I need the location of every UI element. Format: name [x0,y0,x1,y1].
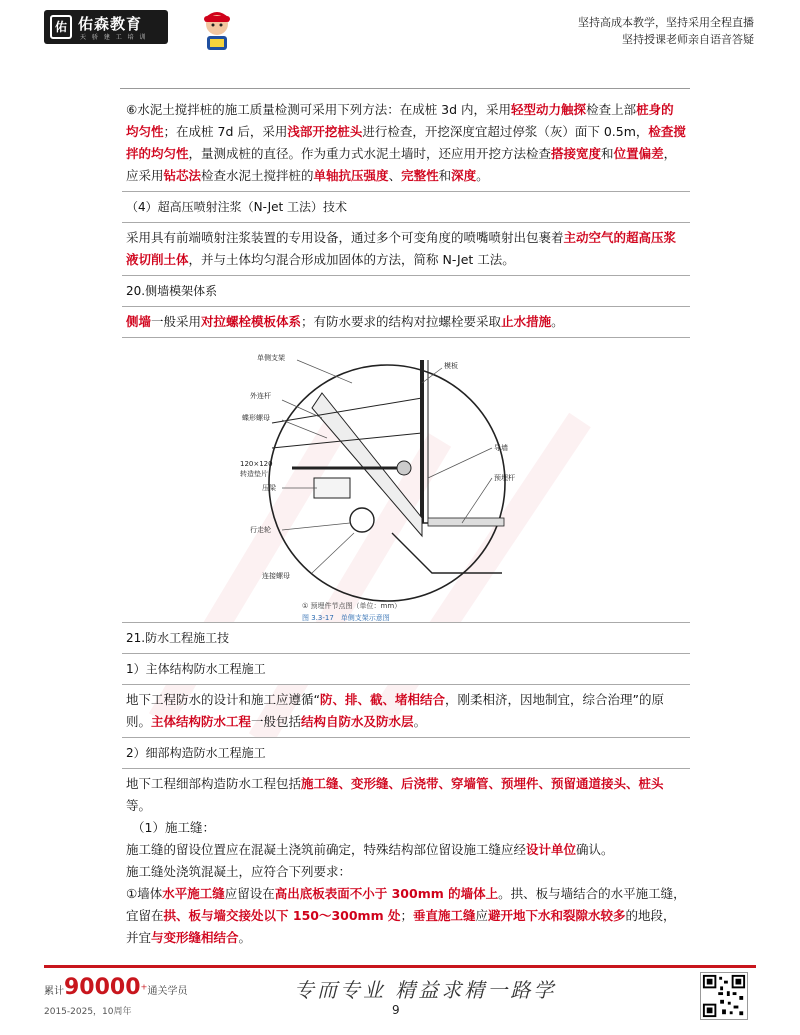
count-plus: + [140,981,148,992]
label-press-beam: 压梁 [262,484,276,492]
brand-logo [44,10,168,44]
highlight-text: 位置偏差 [613,146,664,161]
heading-waterproofing: 21.防水工程施工技 [122,623,690,654]
label-size: 120×120 [240,460,273,468]
body-text: 和 [601,146,614,161]
body-text: 确认。 [576,842,614,857]
body-text: 。 [238,930,252,945]
body-text: 。 [551,314,564,329]
figure-caption-2: 图 3.3-17 单侧支架示意图 [302,614,390,622]
para-main-structure [122,685,690,738]
slogan [578,14,754,48]
para-side-wall [122,307,690,338]
label-connect-nut: 连接螺母 [262,572,290,580]
label-wing-nut: 蝶形螺母 [242,414,270,422]
page-header [0,0,800,60]
mascot-icon [196,8,238,54]
highlight-text: 轻型动力触探 [511,102,587,117]
body-text: 检查上部 [586,102,637,117]
logo-subtitle: 天 骄 建 工 培 训 [80,34,148,41]
highlight-text: 水平施工缝 [162,886,225,901]
figure-single-side-support [122,338,690,623]
body-text: 等。 [126,798,152,813]
body-text: 的地段，并宜 [126,908,676,945]
highlight-text: 桩身的均匀性 [126,102,674,139]
highlight-text: 高出底板表面不小于 300mm 的墙体上 [274,886,499,901]
body-text: 检查水泥土搅拌桩的 [201,168,314,183]
label-single-support: 单侧支架 [257,354,285,362]
para-mixing-pile-inspection [122,95,690,192]
highlight-text: 浅部开挖桩头 [287,124,363,139]
para-joint-requirements: 施工缝处浇筑混凝土，应符合下列要求： [126,864,352,879]
highlight-text: 侧墙 [126,314,152,329]
heading-side-wall-formwork: 20.侧墙模架体系 [122,276,690,307]
label-guide-wall: 导墙 [494,444,508,452]
label-wheel: 行走轮 [250,526,271,534]
body-text: 施工缝的留设位置应在混凝土浇筑前确定，特殊结构部位留设施工缝应经 [126,842,527,857]
body-text: 进行检查，开挖深度宜超过停浆（灰）面下 0.5m， [362,124,649,139]
body-text: ⑥水泥土搅拌桩的施工质量检测可采用下列方法：在成桩 3d 内，采用 [126,102,512,117]
notes-table [122,95,690,957]
slogan-line-1: 坚持高成本教学，坚持采用全程直播 [578,16,754,29]
label-washer: 转造垫片 [240,470,268,478]
body-text: 地下工程防水的设计和施工应遵循“ [126,692,320,707]
body-text: 。拱、板与墙结合的水平施工缝，宜留在 [126,886,686,923]
highlight-text: 设计单位 [526,842,577,857]
body-text: 应 [475,908,489,923]
anniversary-years: 2015-2025，10周年 [44,1007,132,1017]
count-prefix: 累计 [44,986,64,997]
logo-mark: 佑 [50,15,72,39]
body-text: 采用具有前端喷射注浆装置的专用设备，通过多个可变角度的喷嘴喷射出包裹着 [126,230,564,245]
detail-structure-block [122,769,690,957]
para-n-jet [122,223,690,276]
body-text: ，并与土体均匀混合形成加固体的方法，简称 N-Jet 工法。 [188,252,515,267]
highlight-text: 主动空气的超高压浆液切削土体 [126,230,677,267]
highlight-text: 完整性 [401,168,439,183]
highlight-text: 与变形缝相结合 [151,930,239,945]
body-text: 。 [413,714,427,729]
heading-detail-structure: 2）细部构造防水工程施工 [122,738,690,769]
highlight-text: 单轴抗压强度 [313,168,389,183]
body-text: ①墙体 [126,886,163,901]
para-construction-joint-heading: （1）施工缝： [132,820,215,835]
body-text: ，刚柔相济，因地制宜，综合治理”的原则。 [126,692,664,729]
label-outer-rod: 外连杆 [250,392,271,400]
qr-code-icon[interactable] [700,972,748,1020]
heading-n-jet: （4）超高压喷射注浆（N-Jet 工法）技术 [122,192,690,223]
count-suffix: 通关学员 [147,986,188,997]
highlight-text: 结构自防水及防水层 [301,714,414,729]
para-detail-items [126,773,686,817]
body-text: ；在成桩 7d 后，采用 [163,124,288,139]
highlight-text: 避开地下水和裂隙水较多 [488,908,626,923]
highlight-text: 防、排、截、堵相结合 [319,692,445,707]
highlight-text: 施工缝、变形缝、后浇带、穿墙管、预埋件、预留通道接头、桩头 [301,776,664,791]
body-text: ，量测成桩的直径。作为重力式水泥土墙时，还应用开挖方法检查 [188,146,552,161]
highlight-text: 检查搅拌的均匀性 [126,124,686,161]
highlight-text: 对拉螺栓模板体系 [201,314,302,329]
body-text: 一般包括 [251,714,302,729]
figure-caption-1: ① 预埋件节点图（单位：mm） [302,602,402,610]
body-text: 地下工程细部构造防水工程包括 [126,776,302,791]
body-text: 。 [476,168,489,183]
signature-slogan: 专而专业 精益求精一路学 [294,978,557,1002]
label-formwork: 模板 [444,362,458,370]
body-text: ； [400,908,413,923]
highlight-text: 主体结构防水工程 [151,714,252,729]
highlight-text: 止水措施 [501,314,552,329]
highlight-text: 钻芯法 [163,168,202,183]
highlight-text: 深度 [451,168,477,183]
slogan-line-2: 坚持授课老师亲自语音答疑 [622,33,754,46]
body-text: ，应采用 [126,146,677,183]
para-joint-rule-1 [126,883,686,949]
support-diagram [122,338,682,623]
page-number: 9 [392,1003,400,1017]
heading-main-structure: 1）主体结构防水工程施工 [122,654,690,685]
student-count [44,975,188,1000]
logo-name: 佑森教育 [78,15,143,33]
highlight-text: 搭接宽度 [551,146,602,161]
body-text: 和 [438,168,452,183]
highlight-text: 拱、板与墙交接处以下 150～300mm 处 [163,908,401,923]
body-text: ；有防水要求的结构对拉螺栓要采取 [301,314,502,329]
body-text: 、 [388,168,402,183]
highlight-text: 垂直施工缝 [412,908,476,923]
body-text: 应留设在 [224,886,275,901]
para-joint-position [126,839,686,861]
footer-rule [44,965,756,968]
body-text: 一般采用 [151,314,202,329]
count-number: 90000 [64,975,141,1000]
label-embedded-rod: 预埋杆 [494,474,515,482]
top-rule [120,88,690,89]
